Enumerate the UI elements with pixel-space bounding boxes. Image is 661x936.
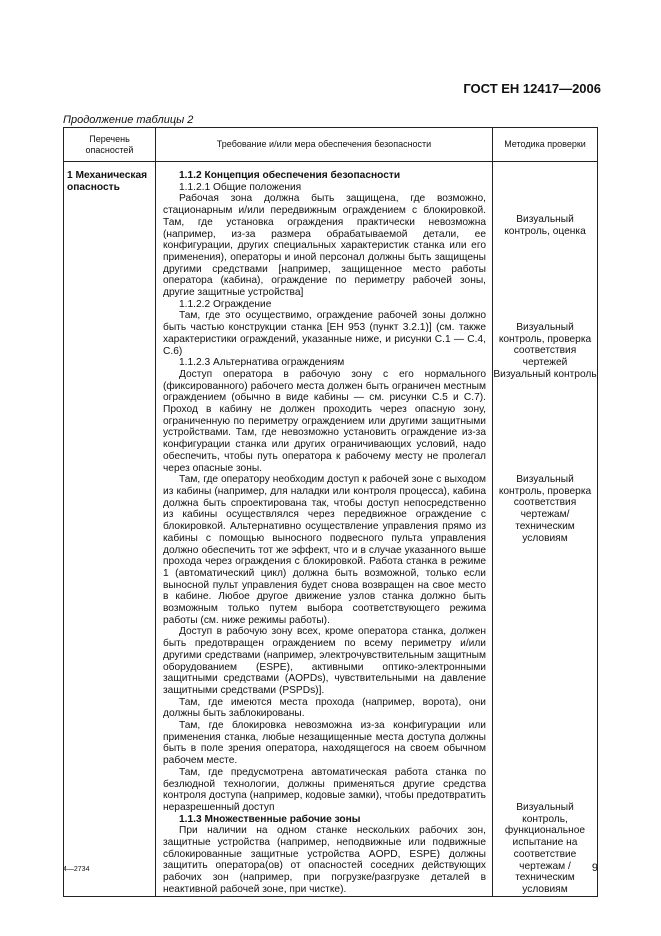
requirements-table (63, 127, 598, 897)
method-item: Визуальный контроль, функциональное испытание на соответствие чертежам / техническим условиям (504, 802, 586, 895)
requirement-paragraph: Там, где блокировка невозможна из-за конфигурации или применения станка, любые незащищенные места доступа должны быть в поле зрения оператора, находящегося на своем обычном рабочем месте. (163, 720, 486, 767)
document-designation: ГОСТ ЕН 12417—2006 (463, 81, 601, 96)
method-item: Визуальный контроль, оценка (504, 214, 586, 237)
header-hazards: Перечень опасностей (64, 128, 156, 162)
requirement-paragraph: Там, где имеются места прохода (например, ворота), они должны быть заблокированы. (163, 696, 486, 720)
method-item: Визуальный контроль (493, 369, 597, 380)
header-method: Методика проверки (493, 128, 598, 162)
requirement-cell (156, 162, 493, 897)
requirement-paragraph: Доступ оператора в рабочую зону с его нормального (фиксированного) рабочего места должен быть ограничен местным ограждением (обычно в виде кабины — см. рисунки С.5 и С.7). Проход в кабину не должен проходить через опасную зону, ограниченную по периметру ограждением или другими защитными устройствами. Там, где невозможно установить ограждение из-за конфигурации станка или других ограничивающих условий, надо обеспечить, чтобы путь оператора к рабочему месту не пролегал через опасные зоны. (163, 368, 486, 474)
method-item: Визуальный контроль, проверка соответствия чертежам/ техническим условиям (498, 474, 592, 544)
requirement-paragraph: Там, где это осуществимо, ограждение рабочей зоны должно быть частью конструкции станка [ЕН 953 (пункт 3.2.1)] (см. также характеристики ограждений, указанные ниже, и рисунки С.1 — С.4, С.6) (163, 310, 486, 357)
table-header-row (64, 128, 598, 162)
page-number: 9 (591, 862, 598, 874)
section-heading: 1.1.2 Концепция обеспечения безопасности (179, 170, 401, 181)
requirement-paragraph: 1.1.2.3 Альтернатива ограждениям (179, 357, 345, 369)
method-list (493, 162, 597, 895)
method-cell (493, 162, 598, 897)
method-item: Визуальный контроль, проверка соответствия чертежей (498, 322, 592, 369)
requirement-paragraph: Рабочая зона должна быть защищена, где возможно, стационарным и/или передвижным ограждением с блокировкой. Там, где установка ограждения практически невозможна (например, из-за размера обрабатываемой детали, ее конфигурации, других специальных характеристик станка или его применения), операторы и иной персонал должны быть защищены другими средствами [например, защищенное место работы оператора (кабина), ограждение по периметру рабочей зоны, другие защитные устройства] (163, 193, 486, 299)
print-code: 4—2734 (63, 866, 90, 873)
table-row (64, 162, 598, 897)
requirement-text (156, 162, 492, 896)
requirement-paragraph: Доступ в рабочую зону всех, кроме оператора станка, должен быть предотвращен ограждением по всему периметру и/или другими средствами (например, электрочувствительным защитным оборудованием (ESPE), активными оптико-электронными защитными средствами (AOPDs), чувствительными на давление защитными средствами (PSPDs)]. (163, 626, 486, 696)
requirement-paragraph: 1.1.2.2 Ограждение (179, 298, 272, 310)
requirement-paragraph: Там, где оператору необходим доступ к рабочей зоне с выходом из кабины (например, для наладки или контроля процесса), кабина должна быть спроектирована так, чтобы доступ непосредственно из кабины осуществлялся через передвижное ограждение с блокировкой. Альтернативно осуществление управления прямо из кабины с помощью выносного подвесного пульта управления должно обеспечить тот же эффект, что и в случае указанного выше прохода через ограждения с блокировкой. Работа станка в режиме 1 (автоматический цикл) должна быть возможной, только если выносной пульт управления будет снова возвращен на свое место в кабине. Любое другое движение узлов станка должно быть возможным только путем выбора соответствующего режима работы (см. ниже режимы работы). (163, 474, 486, 626)
table-continuation-label: Продолжение таблицы 2 (63, 114, 194, 126)
header-requirement: Требование и/или мера обеспечения безопасности (156, 128, 493, 162)
requirement-paragraph: 1.1.2.1 Общие положения (179, 181, 302, 193)
hazard-name: 1 Механическая опасность (67, 170, 148, 193)
hazard-cell (64, 162, 156, 897)
requirement-paragraph: Там, где предусмотрена автоматическая работа станка по безлюдной технологии, должны применяться другие средства контроля доступа (например, кодовые замки), чтобы предотвратить неразрешенный доступ (163, 766, 486, 813)
section-heading: 1.1.3 Множественные рабочие зоны (179, 813, 361, 825)
requirement-paragraph: При наличии на одном станке нескольких рабочих зон, защитные устройства (например, неподвижные или подвижные сблокированные защитные устройства AOPD, ESPE) должны защитить оператора(ов) от опасностей соседних действующих рабочих зон (например, при погрузке/разгрузке деталей в неактивной рабочей зоне, при чистке). (163, 825, 486, 895)
